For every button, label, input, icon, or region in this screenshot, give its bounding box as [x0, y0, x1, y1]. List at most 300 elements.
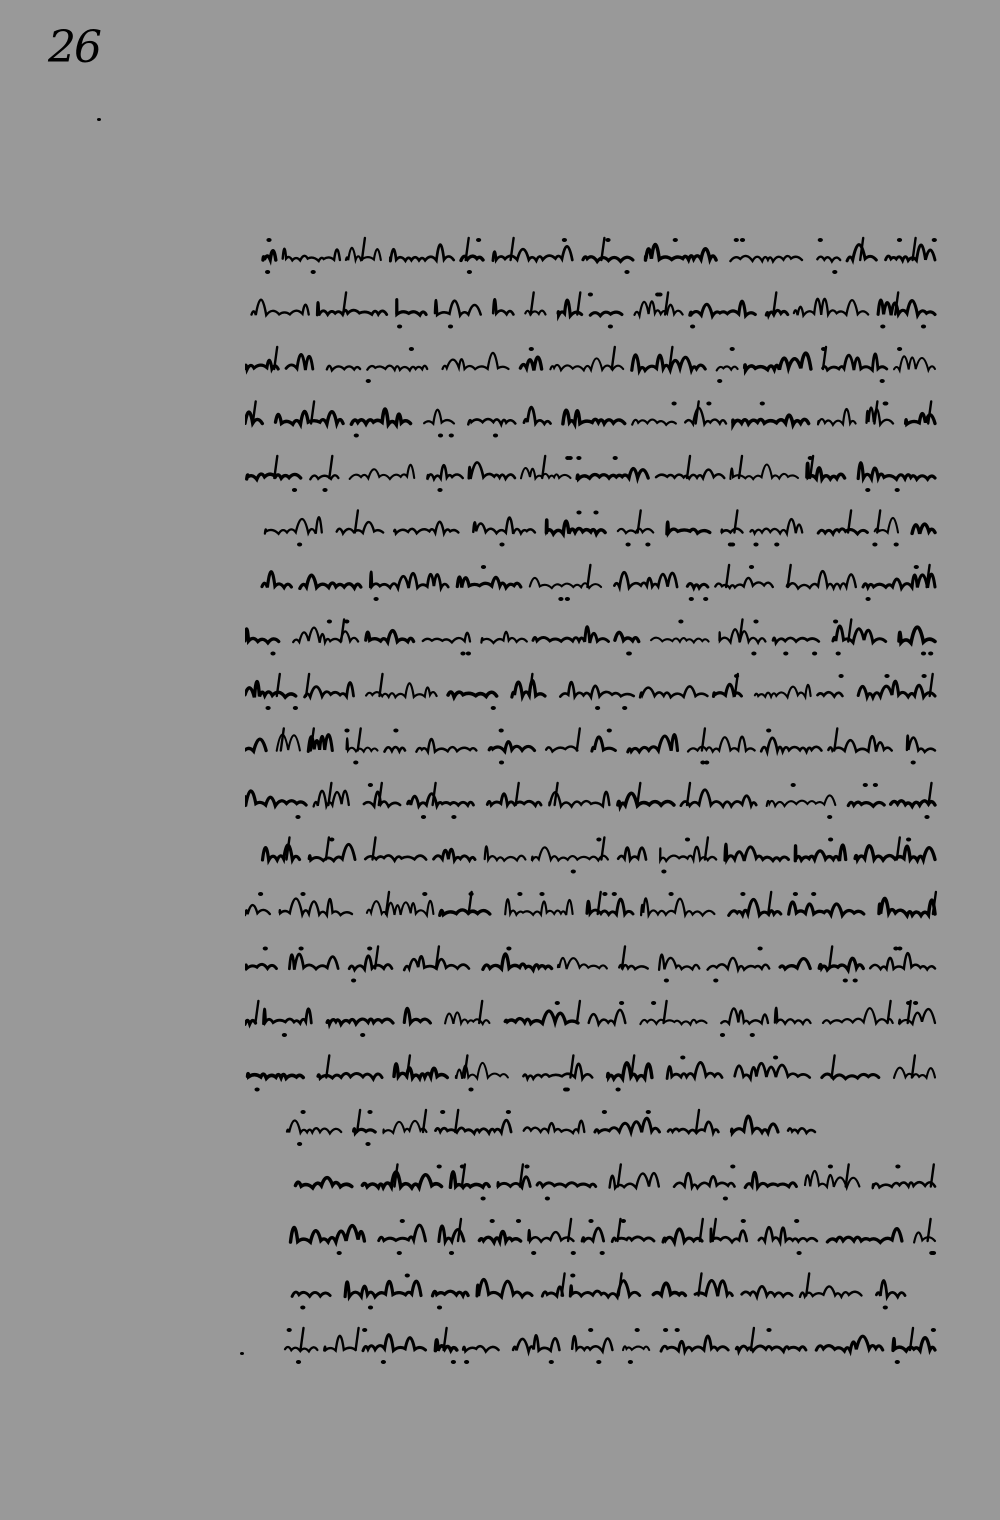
tall-stroke: [577, 729, 580, 751]
diacritic-dot: [476, 238, 481, 242]
diacritic-dot: [929, 1251, 934, 1255]
handwritten-word: [886, 245, 935, 261]
handwritten-word: [674, 1173, 734, 1188]
diacritic-dot: [449, 434, 454, 438]
handwritten-word: [408, 794, 474, 806]
diacritic-dot: [437, 1306, 442, 1310]
diacritic-dot: [797, 1251, 802, 1255]
handwritten-word: [690, 301, 756, 316]
handwritten-word: [907, 736, 935, 752]
tall-stroke: [587, 565, 590, 587]
diacritic-dot: [828, 1165, 833, 1169]
handwritten-word: [632, 420, 676, 425]
diacritic-dot: [753, 620, 758, 624]
tall-stroke: [423, 1110, 426, 1132]
handwritten-word: [775, 1008, 811, 1024]
tall-stroke: [356, 1328, 359, 1350]
handwritten-word: [424, 410, 454, 424]
handwritten-word: [394, 522, 458, 534]
handwritten-word: [370, 572, 448, 588]
diacritic-dot: [301, 1110, 306, 1114]
handwritten-word: [427, 465, 462, 479]
handwritten-word: [521, 468, 571, 478]
handwritten-word: [349, 956, 392, 970]
diacritic-dot: [282, 1033, 287, 1037]
diacritic-dot: [565, 456, 570, 460]
handwritten-word: [823, 354, 887, 370]
diacritic-dot: [493, 434, 498, 438]
diacritic-dot: [600, 1251, 605, 1255]
tall-stroke: [877, 511, 880, 533]
handwritten-line: [287, 1110, 815, 1146]
handwritten-word: [404, 1008, 430, 1023]
diacritic-dot: [646, 1110, 651, 1114]
tall-stroke: [848, 620, 851, 642]
diacritic-dot: [293, 706, 298, 710]
tall-stroke: [358, 729, 361, 751]
diacritic-dot: [673, 238, 678, 242]
diacritic-dot: [883, 1306, 888, 1310]
handwritten-word: [681, 790, 756, 807]
handwritten-word: [530, 578, 601, 588]
diacritic-dot: [839, 674, 844, 678]
diacritic-dot: [451, 1360, 456, 1364]
handwritten-word: [448, 692, 497, 697]
tall-stroke: [664, 1001, 667, 1023]
handwritten-word: [252, 300, 309, 315]
diacritic-dot: [895, 488, 900, 492]
handwritten-word: [906, 414, 935, 425]
tall-stroke: [577, 293, 580, 315]
diacritic-dot: [749, 565, 754, 569]
handwritten-word: [582, 1228, 604, 1241]
diacritic-dot: [675, 1328, 680, 1332]
diacritic-dot: [360, 1033, 365, 1037]
diacritic-dot: [400, 1219, 405, 1223]
handwritten-word: [879, 898, 935, 915]
diacritic-dot: [409, 347, 414, 351]
handwritten-word: [450, 1172, 489, 1188]
diacritic-dot: [571, 1251, 576, 1255]
diacritic-dot: [367, 947, 372, 951]
handwritten-word: [317, 302, 386, 315]
diacritic-dot: [922, 674, 927, 678]
diacritic-dot: [558, 597, 563, 601]
handwritten-word: [729, 899, 781, 915]
diacritic-dot: [751, 652, 756, 656]
diacritic-dot: [704, 761, 709, 765]
handwritten-word: [660, 847, 716, 861]
diacritic-dot: [539, 892, 544, 896]
diacritic-dot: [467, 270, 472, 274]
handwritten-word: [816, 1336, 882, 1351]
diacritic-dot: [499, 543, 504, 547]
diacritic-dot: [266, 238, 271, 242]
handwritten-word: [822, 1074, 879, 1079]
ink-speck: [240, 1352, 244, 1355]
diacritic-dot: [516, 1219, 521, 1223]
handwritten-word: [914, 1233, 935, 1243]
handwritten-word: [795, 845, 845, 861]
tall-stroke: [612, 347, 615, 369]
handwritten-word: [685, 408, 726, 424]
handwritten-word: [667, 522, 710, 534]
diacritic-dot: [873, 783, 878, 787]
handwritten-line: [263, 838, 936, 874]
diacritic-dot: [791, 783, 796, 787]
diacritic-dot: [921, 652, 926, 656]
diacritic-dot: [897, 238, 902, 242]
tall-stroke: [700, 1219, 703, 1241]
diacritic-dot: [924, 815, 929, 819]
handwritten-word: [640, 1020, 706, 1025]
handwritten-word: [858, 681, 935, 697]
handwritten-word: [524, 1121, 585, 1133]
handwritten-word: [362, 1172, 441, 1188]
diacritic-dot: [793, 892, 798, 896]
handwritten-word: [345, 1281, 421, 1297]
handwritten-word: [641, 898, 714, 915]
handwritten-word: [367, 366, 427, 371]
diacritic-dot: [612, 892, 617, 896]
handwritten-word: [479, 1232, 520, 1243]
diacritic-dot: [911, 761, 916, 765]
diacritic-dot: [266, 706, 271, 710]
diacritic-dot: [440, 1110, 445, 1114]
diacritic-dot: [337, 1251, 342, 1255]
diacritic-dot: [740, 238, 745, 242]
diacritic-dot: [723, 1197, 728, 1201]
diacritic-dot: [265, 270, 270, 274]
handwritten-word: [276, 411, 344, 424]
handwritten-word: [337, 522, 383, 533]
diacritic-dot: [818, 238, 823, 242]
handwritten-line: [245, 892, 936, 916]
diacritic-dot: [368, 1306, 373, 1310]
diacritic-dot: [499, 761, 504, 765]
diacritic-dot: [468, 1088, 473, 1092]
handwritten-word: [245, 1020, 256, 1024]
diacritic-dot: [596, 1360, 601, 1364]
handwritten-word: [469, 462, 515, 479]
handwritten-word: [595, 1118, 660, 1132]
diacritic-dot: [766, 1328, 771, 1332]
diacritic-dot: [448, 325, 453, 329]
tall-stroke: [687, 456, 690, 478]
diacritic-dot: [827, 815, 832, 819]
handwritten-word: [542, 1287, 562, 1296]
tall-stroke: [598, 892, 601, 914]
handwriting-strokes: [245, 232, 945, 1372]
diacritic-dot: [300, 1306, 305, 1310]
diacritic-dot: [608, 325, 613, 329]
tall-stroke: [739, 456, 742, 478]
diacritic-dot: [773, 1056, 778, 1060]
diacritic-dot: [635, 1328, 640, 1332]
handwritten-word: [653, 1283, 685, 1295]
tall-stroke: [860, 238, 863, 260]
diacritic-dot: [451, 815, 456, 819]
handwritten-word: [385, 747, 406, 752]
handwritten-word: [688, 737, 755, 752]
handwritten-word: [532, 847, 608, 860]
diacritic-dot: [895, 1165, 900, 1169]
diacritic-dot: [437, 1165, 442, 1169]
handwritten-word: [379, 1225, 426, 1241]
diacritic-dot: [563, 1088, 568, 1092]
diacritic-dot: [297, 1142, 302, 1146]
handwritten-word: [736, 1346, 806, 1351]
tall-stroke: [373, 838, 376, 860]
handwritten-word: [292, 1292, 330, 1296]
handwritten-word: [436, 1120, 512, 1133]
handwritten-word: [263, 845, 300, 860]
handwritten-word: [589, 1010, 626, 1024]
handwritten-word: [248, 1074, 304, 1079]
handwritten-word: [365, 855, 426, 860]
diacritic-dot: [706, 402, 711, 406]
diacritic-dot: [866, 597, 871, 601]
handwritten-word: [533, 627, 609, 643]
handwritten-word: [870, 953, 935, 969]
diacritic-dot: [381, 1360, 386, 1364]
tall-stroke: [751, 1328, 754, 1350]
handwritten-line: [247, 456, 935, 492]
diacritic-dot: [327, 620, 332, 624]
handwritten-line: [285, 1328, 936, 1364]
diacritic-dot: [576, 456, 581, 460]
handwritten-line: [245, 620, 935, 656]
handwritten-word: [735, 1063, 810, 1078]
diacritic-dot: [740, 892, 745, 896]
handwritten-word: [309, 844, 355, 860]
handwritten-text-block: [245, 232, 945, 1372]
diacritic-dot: [466, 652, 471, 656]
handwritten-word: [463, 1346, 499, 1351]
handwritten-word: [721, 1008, 768, 1023]
handwritten-word: [651, 638, 709, 643]
handwritten-line: [245, 402, 935, 438]
tall-stroke: [562, 1274, 565, 1296]
handwritten-word: [745, 1172, 796, 1187]
diacritic-dot: [836, 652, 841, 656]
handwritten-line: [262, 565, 935, 601]
diacritic-dot: [894, 543, 899, 547]
diacritic-dot: [672, 402, 677, 406]
diacritic-dot: [464, 1360, 469, 1364]
diacritic-dot: [529, 347, 534, 351]
diacritic-dot: [292, 488, 297, 492]
handwritten-word: [848, 802, 884, 806]
handwritten-word: [876, 1281, 905, 1297]
diacritic-dot: [734, 238, 739, 242]
diacritic-dot: [545, 1197, 550, 1201]
handwritten-word: [481, 632, 526, 643]
tall-stroke: [928, 402, 931, 424]
handwritten-word: [663, 1229, 702, 1242]
handwritten-word: [615, 632, 639, 641]
ink-speck: [97, 118, 101, 121]
handwritten-word: [520, 357, 541, 370]
handwritten-word: [310, 475, 338, 479]
diacritic-dot: [602, 892, 607, 896]
handwritten-word: [350, 465, 415, 479]
tall-stroke: [281, 729, 284, 751]
handwritten-word: [528, 1230, 573, 1241]
handwritten-word: [742, 1286, 792, 1296]
diacritic-dot: [422, 892, 427, 896]
diacritic-dot: [593, 511, 598, 515]
handwritten-word: [262, 572, 291, 588]
diacritic-dot: [833, 620, 838, 624]
handwritten-word: [668, 1122, 718, 1133]
handwritten-word: [755, 685, 811, 697]
handwritten-word: [587, 899, 633, 914]
handwritten-line: [248, 1056, 935, 1092]
handwritten-line: [245, 347, 935, 383]
diacritic-dot: [906, 838, 911, 842]
handwritten-word: [558, 958, 607, 969]
diacritic-dot: [270, 652, 275, 656]
handwritten-word: [324, 1336, 356, 1351]
handwritten-word: [390, 245, 453, 262]
handwritten-line: [245, 729, 935, 765]
diacritic-dot: [921, 325, 926, 329]
diacritic-dot: [549, 1360, 554, 1364]
diacritic-dot: [354, 434, 359, 438]
handwritten-line: [252, 293, 936, 329]
diacritic-dot: [571, 870, 576, 874]
diacritic-dot: [588, 1219, 593, 1223]
handwritten-word: [720, 629, 766, 642]
tall-stroke: [687, 783, 690, 805]
tall-stroke: [832, 1056, 835, 1078]
tall-stroke: [577, 1001, 580, 1023]
diacritic-dot: [481, 565, 486, 569]
handwritten-word: [363, 1335, 426, 1351]
tall-stroke: [874, 402, 877, 424]
diacritic-dot: [524, 1165, 529, 1169]
diacritic-dot: [605, 238, 610, 242]
tall-stroke: [618, 1165, 621, 1187]
handwritten-word: [893, 1338, 935, 1351]
tall-stroke: [326, 1056, 329, 1078]
handwritten-word: [489, 742, 534, 752]
handwritten-word: [300, 575, 361, 588]
handwritten-line: [292, 1274, 905, 1310]
diacritic-dot: [616, 1088, 621, 1092]
handwritten-word: [327, 366, 360, 370]
handwritten-word: [468, 419, 515, 424]
diacritic-dot: [421, 815, 426, 819]
diacritic-dot: [506, 947, 511, 951]
diacritic-dot: [720, 1033, 725, 1037]
diacritic-dot: [287, 1328, 292, 1332]
handwritten-word: [687, 584, 707, 588]
diacritic-dot: [602, 1110, 607, 1114]
diacritic-dot: [297, 543, 302, 547]
diacritic-dot: [843, 979, 848, 983]
handwritten-word: [364, 792, 400, 807]
handwritten-word: [628, 735, 678, 752]
handwritten-word: [563, 410, 625, 424]
diacritic-dot: [794, 1219, 799, 1223]
handwritten-word: [773, 638, 819, 643]
handwritten-word: [493, 246, 572, 260]
diacritic-dot: [491, 706, 496, 710]
handwritten-word: [725, 844, 789, 861]
handwritten-word: [618, 848, 646, 860]
handwritten-word: [433, 1291, 469, 1296]
diacritic-dot: [895, 1360, 900, 1364]
handwritten-line: [245, 783, 935, 819]
handwritten-word: [537, 1183, 596, 1187]
diacritic-dot: [880, 379, 885, 383]
diacritic-dot: [774, 543, 779, 547]
handwritten-word: [730, 256, 802, 261]
handwritten-word: [818, 529, 867, 534]
diacritic-dot: [664, 979, 669, 983]
diacritic-dot: [828, 838, 833, 842]
diacritic-dot: [595, 706, 600, 710]
handwritten-word: [347, 738, 378, 751]
handwritten-word: [513, 1335, 559, 1351]
handwritten-word: [767, 795, 836, 806]
handwritten-word: [524, 407, 551, 424]
handwritten-word: [245, 791, 306, 806]
handwritten-word: [263, 251, 276, 260]
handwritten-word: [827, 1229, 902, 1243]
handwritten-word: [291, 1226, 365, 1243]
handwritten-word: [245, 682, 296, 698]
handwritten-line: [291, 1219, 937, 1255]
handwritten-word: [823, 1008, 893, 1023]
handwritten-word: [293, 628, 358, 643]
handwritten-word: [912, 524, 935, 534]
tall-stroke: [726, 565, 729, 587]
diacritic-dot: [928, 652, 933, 656]
tall-stroke: [329, 456, 332, 478]
diacritic-dot: [296, 1360, 301, 1364]
handwritten-word: [722, 529, 743, 533]
handwritten-line: [296, 1165, 936, 1201]
diacritic-dot: [344, 729, 349, 733]
diacritic-dot: [663, 1328, 668, 1332]
diacritic-dot: [517, 892, 522, 896]
page-number: 26: [48, 22, 100, 73]
tall-stroke: [458, 1219, 461, 1241]
diacritic-dot: [626, 543, 631, 547]
diacritic-dot: [576, 511, 581, 515]
handwritten-word: [560, 682, 633, 697]
handwritten-line: [245, 674, 935, 710]
handwritten-word: [659, 955, 699, 970]
diacritic-dot: [588, 1328, 593, 1332]
handwritten-word: [546, 747, 577, 752]
diacritic-dot: [255, 1088, 260, 1092]
handwritten-word: [245, 905, 270, 915]
diacritic-dot: [570, 1274, 575, 1278]
diacritic-dot: [730, 1165, 735, 1169]
handwritten-word: [461, 256, 483, 260]
handwritten-word: [505, 1011, 578, 1023]
handwritten-word: [899, 627, 935, 643]
handwritten-word: [351, 409, 410, 425]
handwritten-word: [711, 1229, 747, 1242]
handwritten-word: [570, 1281, 639, 1297]
diacritic-dot: [506, 1110, 511, 1114]
diacritic-dot: [913, 1001, 918, 1005]
